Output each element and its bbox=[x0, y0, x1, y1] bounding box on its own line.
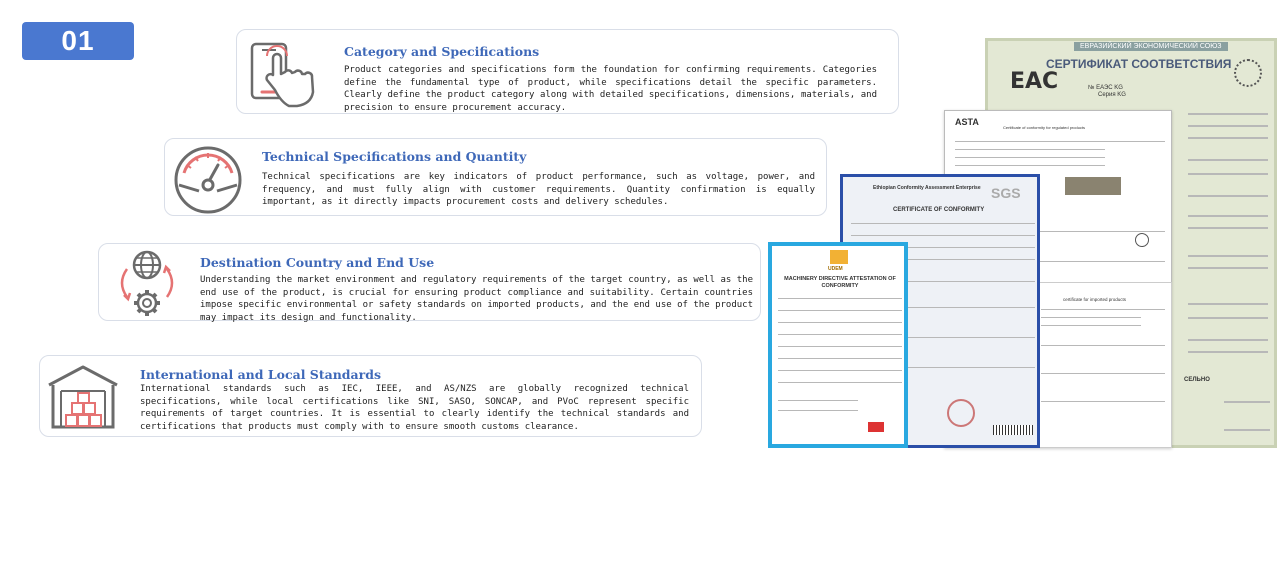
udem-logo: UDEM bbox=[828, 266, 843, 272]
saso-title: certificate for imported products bbox=[1063, 297, 1127, 302]
section-card-technical bbox=[164, 138, 827, 216]
eac-emblem bbox=[1234, 59, 1262, 87]
section-title: Technical Specifications and Quantity bbox=[262, 149, 527, 164]
eac-series: Серия KG bbox=[1098, 92, 1126, 98]
sgs-logo: SGS bbox=[991, 185, 1021, 201]
globe-gear-cycle-icon bbox=[105, 247, 185, 321]
eac-title: СЕРТИФИКАТ СООТВЕТСТВИЯ bbox=[1046, 57, 1232, 71]
eac-stamp-text: СЕЛЬНО bbox=[1184, 377, 1210, 383]
gauge-icon bbox=[171, 143, 245, 215]
section-card-destination bbox=[98, 243, 761, 321]
certificates-collage bbox=[768, 36, 1280, 452]
section-title: International and Local Standards bbox=[140, 367, 381, 382]
eac-banner: ЕВРАЗИЙСКИЙ ЭКОНОМИЧЕСКИЙ СОЮЗ bbox=[1074, 42, 1228, 51]
eac-number: № ЕАЭС KG bbox=[1088, 85, 1123, 91]
section-number-badge: 01 bbox=[22, 22, 134, 60]
section-title: Category and Specifications bbox=[344, 44, 540, 59]
saso-certificate-image bbox=[1032, 282, 1172, 448]
hand-touch-phone-icon bbox=[245, 36, 325, 110]
sgs-header: Ethiopian Conformity Assessment Enterprise bbox=[873, 185, 981, 191]
asta-logo: ASTA bbox=[955, 117, 979, 127]
section-text: International standards such as IEC, IEEE, and AS/NZS are globally recognized technical specifications, while local certifications like SNI, SASO, SONCAP, and PVoC represent specific requirements of target countries. It is essential to clearly identify the technical standards and certifications that products must comply with to ensure smooth customs clearance. bbox=[140, 384, 689, 432]
section-text: Product categories and specifications form the foundation for confirming requirements. Categories define the fundamental type of product, while specifications detail the specific parameters. Clearly define the product category along with detailed specifications, dimensions, materials, and precision to ensure procurement accuracy. bbox=[344, 65, 877, 113]
eac-logo: ЕАС bbox=[1010, 69, 1059, 94]
udem-certificate-image bbox=[768, 242, 908, 448]
sgs-title: CERTIFICATE OF CONFORMITY bbox=[893, 207, 985, 213]
warehouse-boxes-icon bbox=[44, 361, 122, 433]
asta-title: Certificate of conformity for regulated products bbox=[1003, 125, 1086, 130]
section-text: Understanding the market environment and regulatory requirements of the target country, as well as the end use of the product, is crucial for ensuring product compliance and suitability. Certain countries impose specific environmental or safety standards on imported products, and the end use of the product may impact its design and functionality. bbox=[200, 275, 753, 323]
section-text: Technical specifications are key indicators of product performance, such as voltage, power, and frequency, and must fully align with customer requirements. Quantity confirmation is equally important, as it directly impacts procurement costs and delivery schedules. bbox=[262, 172, 815, 208]
section-title: Destination Country and End Use bbox=[200, 255, 435, 270]
udem-title: MACHINERY DIRECTIVE ATTESTATION OF CONFORMITY bbox=[784, 276, 896, 289]
section-card-standards bbox=[39, 355, 702, 437]
